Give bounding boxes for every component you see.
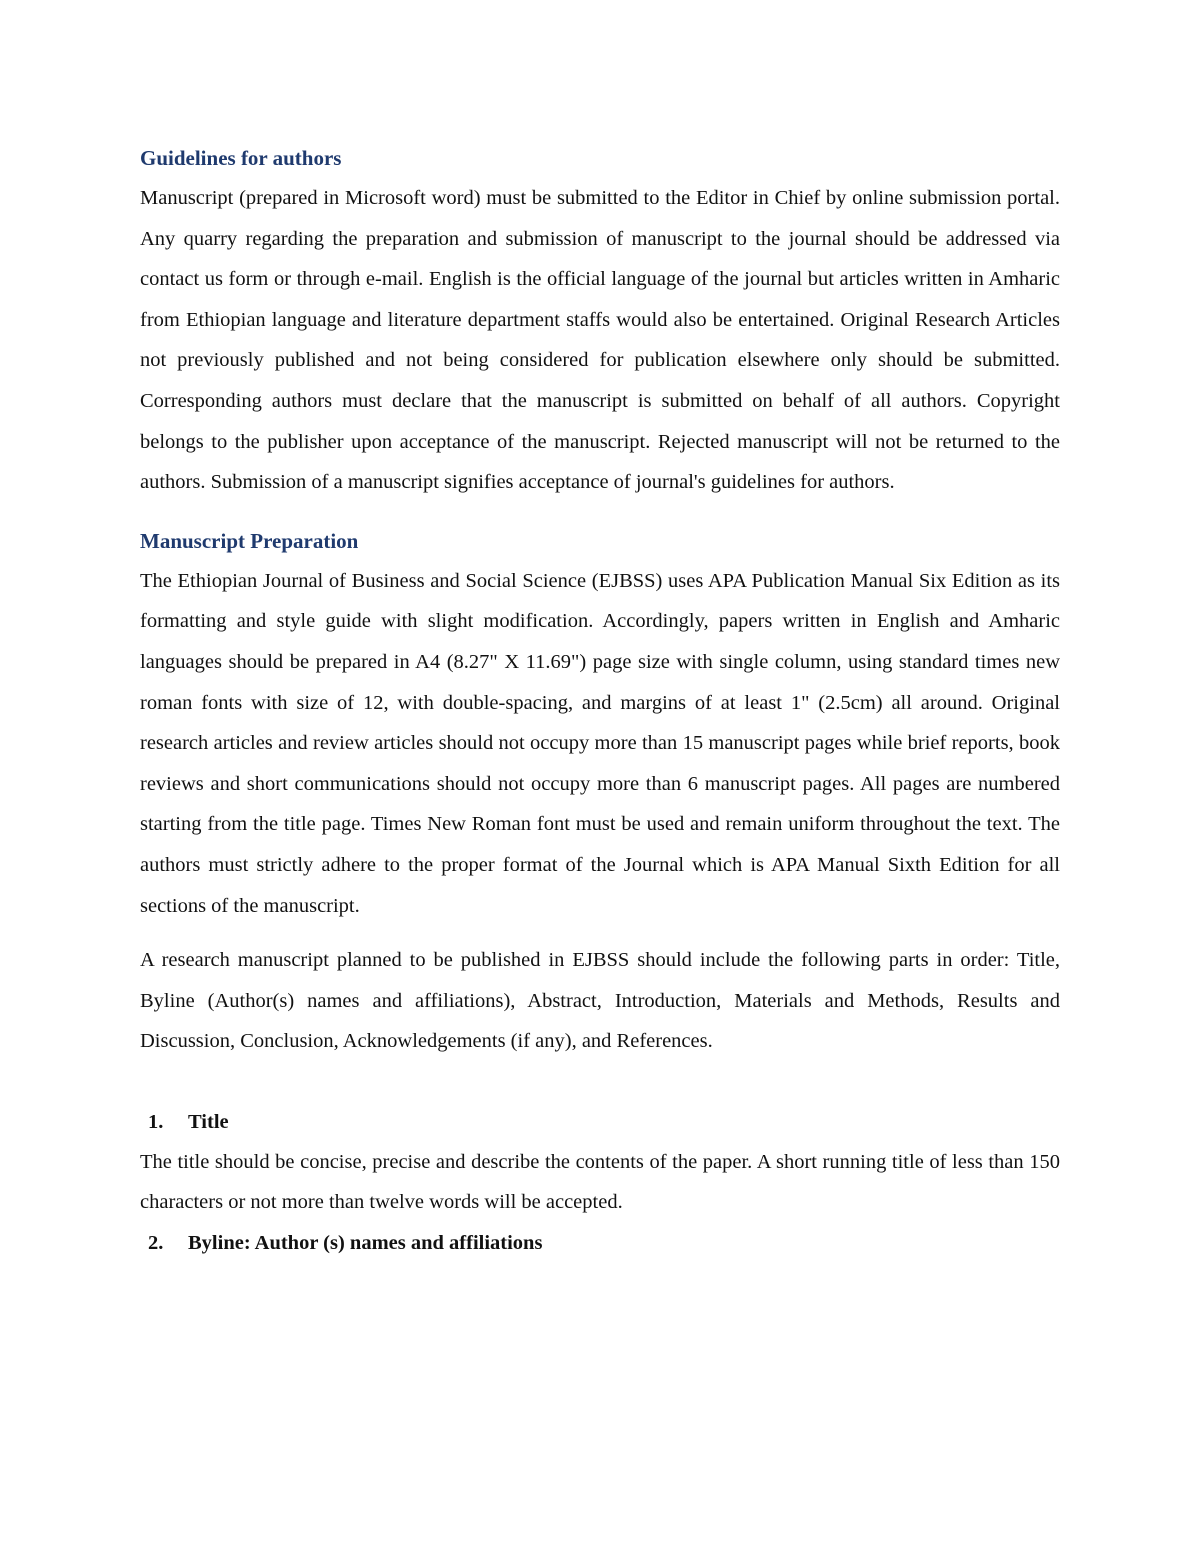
- guidelines-heading: Guidelines for authors: [140, 146, 342, 170]
- section-byline-item: [140, 1223, 1060, 1263]
- section-title-item: [140, 1102, 1060, 1142]
- section-number: 1.: [148, 1110, 164, 1133]
- manuscript-parts-paragraph: A research manuscript planned to be published in EJBSS should include the following parts in order: Title, Byline (Author(s) names and affiliations), Abstract, Introduction, Materials and Methods, Results and Discussion, Conclusion, Acknowledgements (if any), and References.: [140, 949, 1060, 1053]
- manuscript-preparation-heading: Manuscript Preparation: [140, 528, 359, 553]
- section-title: Byline: Author (s) names and affiliations: [188, 1232, 543, 1255]
- guidelines-paragraph: Manuscript (prepared in Microsoft word) must be submitted to the Editor in Chief by online submission portal. Any quarry regarding the preparation and submission of manuscript to the journal should be addressed via contact us form or through e-mail. English is the official language of the journal but articles written in Amharic from Ethiopian language and literature department staffs would also be entertained. Original Research Articles not previously published and not being considered for publication elsewhere only should be submitted. Corresponding authors must declare that the manuscript is submitted on behalf of all authors. Copyright belongs to the publisher upon acceptance of the manuscript. Rejected manuscript will not be returned to the authors. Submission of a manuscript signifies acceptance of journal's guidelines for authors.: [140, 187, 1060, 494]
- section-title: Title: [188, 1110, 229, 1133]
- title-section-paragraph: The title should be concise, precise and describe the contents of the paper. A short running title of less than 150 characters or not more than twelve words will be accepted.: [140, 1150, 1060, 1214]
- section-number: 2.: [148, 1232, 164, 1255]
- document-page: [140, 138, 1060, 1263]
- preparation-paragraph: The Ethiopian Journal of Business and Social Science (EJBSS) uses APA Publication Manual Six Edition as its formatting and style guide with slight modification. Accordingly, papers written in English and Amharic languages should be prepared in A4 (8.27" X 11.69") page size with single column, using standard times new roman fonts with size of 12, with double-spacing, and margins of at least 1" (2.5cm) all around. Original research articles and review articles should not occupy more than 15 manuscript pages while brief reports, book reviews and short communications should not occupy more than 6 manuscript pages. All pages are numbered starting from the title page. Times New Roman font must be used and remain uniform throughout the text. The authors must strictly adhere to the proper format of the Journal which is APA Manual Sixth Edition for all sections of the manuscript.: [140, 569, 1060, 917]
